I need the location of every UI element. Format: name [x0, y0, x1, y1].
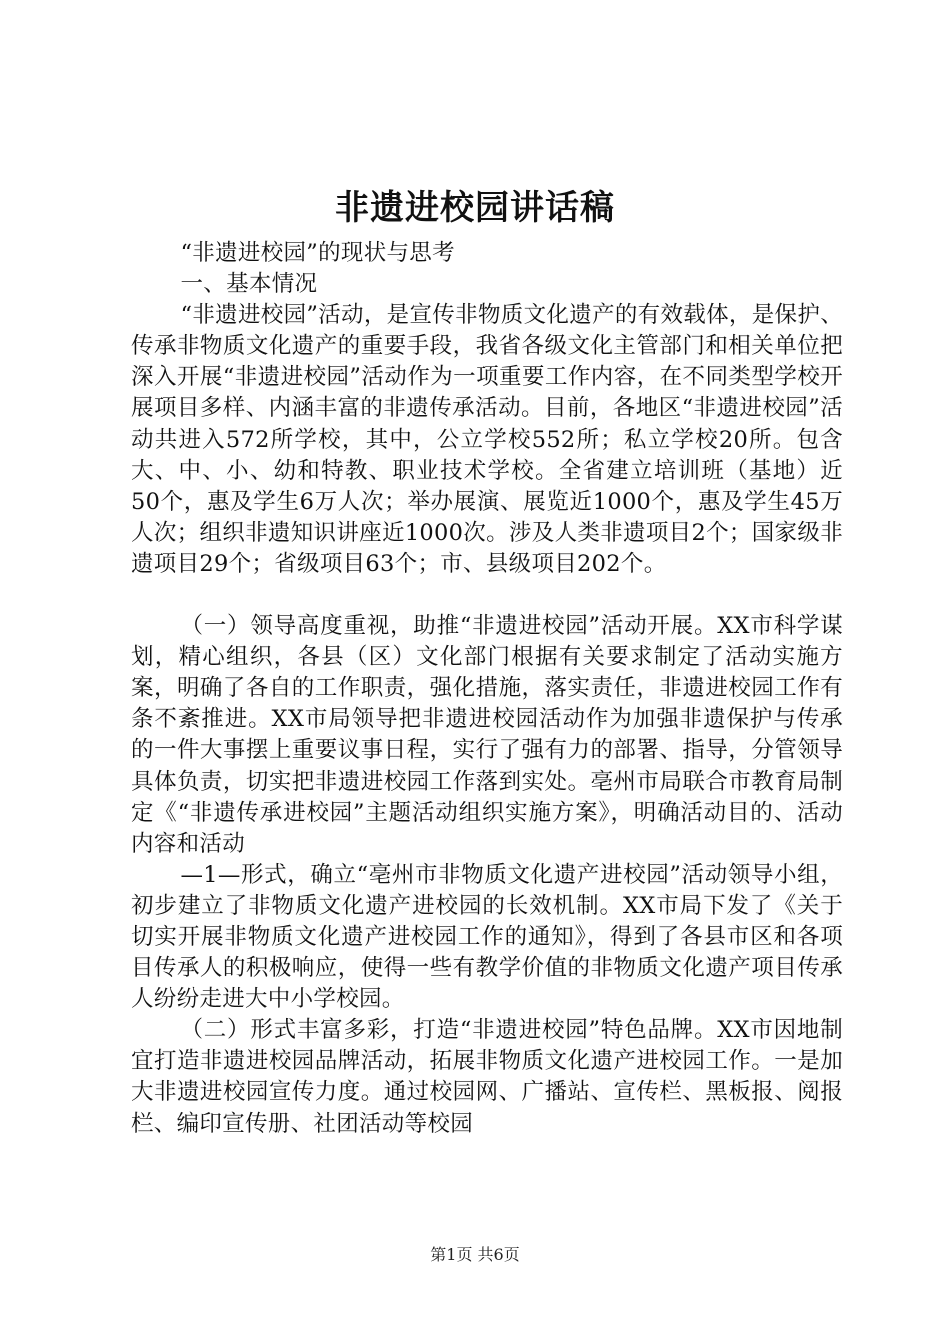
subtitle-paragraph: “非遗进校园”的现状与思考 — [180, 240, 455, 266]
body-paragraph: “非遗进校园”活动，是宣传非物质文化遗产的有效载体，是保护、传承非物质文化遗产的重要手段，我省各级文化主管部门和相关单位把深入开展“非遗进校园”活动作为一项重要工作内容，在不同类型学校开展项目多样、内涵丰富的非遗传承活动。目前，各地区“非遗进校园”活动共进入572所学校，其中，公立学校552所；私立学校20所。包含大、中、小、幼和特教、职业技术学校。全省建立培训班（基地）近50个，惠及学生6万人次；举办展演、展览近1000个，惠及学生45万人次；组织非遗知识讲座近1000次。涉及人类非遗项目2个；国家级非遗项目29个；省级项目63个；市、县级项目202个。 — [131, 302, 843, 577]
body-paragraph: —1—形式，确立“亳州市非物质文化遗产进校园”活动领导小组，初步建立了非物质文化遗产进校园的长效机制。XX市局下发了《关于切实开展非物质文化遗产进校园工作的通知》，得到了各县市区和各项目传承人的积极响应，使得一些有教学价值的非物质文化遗产项目传承人纷纷走进大中小学校园。 — [131, 861, 843, 1013]
page-footer: 第1页 共6页 — [430, 1245, 520, 1264]
document-title: 非遗进校园讲话稿 — [335, 188, 615, 228]
document-body — [131, 238, 843, 1140]
body-paragraph: （一）领导高度重视，助推“非遗进校园”活动开展。XX市科学谋划，精心组织，各县（区）文化部门根据有关要求制定了活动实施方案，明确了各自的工作职责，强化措施，落实责任，非遗进校园工作有条不紊推进。XX市局领导把非遗进校园活动作为加强非遗保护与传承的一件大事摆上重要议事日程，实行了强有力的部署、指导，分管领导具体负责，切实把非遗进校园工作落到实处。亳州市局联合市教育局制定《“非遗传承进校园”主题活动组织实施方案》，明确活动目的、活动内容和活动 — [131, 613, 843, 857]
paragraph-gap — [131, 580, 843, 611]
body-paragraph: （二）形式丰富多彩，打造“非遗进校园”特色品牌。XX市因地制宜打造非遗进校园品牌活动，拓展非物质文化遗产进校园工作。一是加大非遗进校园宣传力度。通过校园网、广播站、宣传栏、黑板报、阅报栏、编印宣传册、社团活动等校园 — [131, 1017, 843, 1137]
section-heading: 一、基本情况 — [180, 271, 318, 298]
